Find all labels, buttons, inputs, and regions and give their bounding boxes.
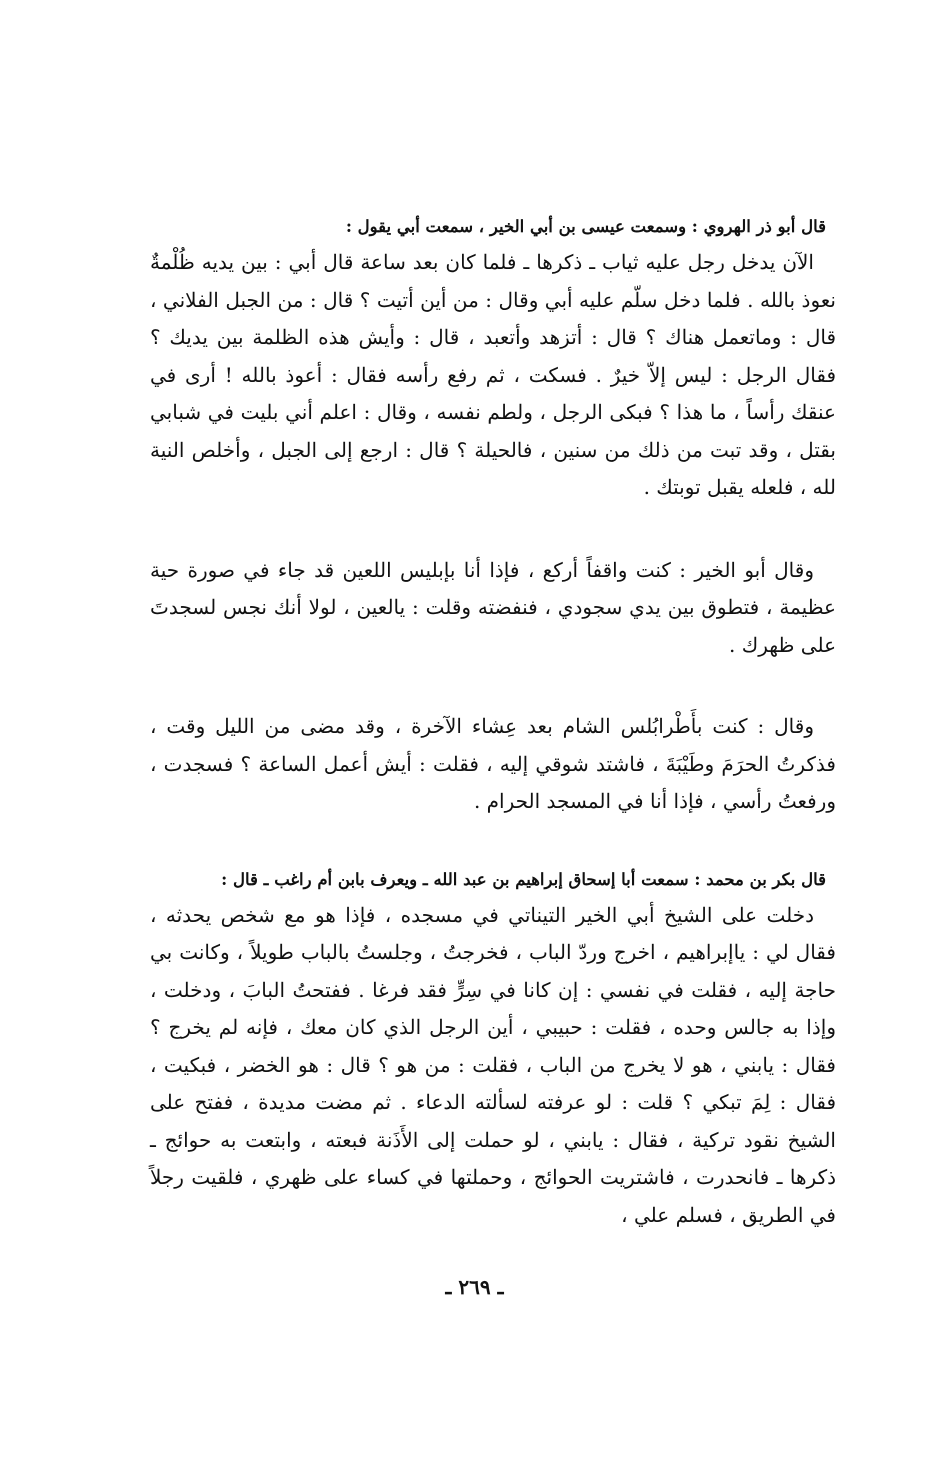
section-1-header: قال أبو ذر الهروي : وسمعت عيسى بن أبي الخير ، سمعت أبي يقول :: [345, 217, 826, 236]
section-2-paragraph: وقال أبو الخير : كنت واقفاً أركع ، فإذا أنا بإبليس اللعين قد جاء في صورة حية عظيمة ، فتطوق بين يدي سجودي ، فنفضته وقلت : يالعين ، لولا أنك نجس لسجدتَ على ظهرك .: [150, 557, 836, 657]
section-3-paragraph: وقال : كنت بأَطْرابُلس الشام بعد عِشاء الآخرة ، وقد مضى من الليل وقت ، فذكرتُ الحرَمَ وطَيْبَةَ ، فاشتد شوقي إليه ، فقلت : أيش أعمل الساعة ؟ فسجدت ، ورفعتُ رأسي ، فإذا أنا في المسجد الحرام .: [150, 714, 836, 813]
section-divider-space: [150, 507, 836, 552]
page-number: ـ ٢٦٩ ـ: [445, 1275, 504, 1299]
section-4-header: قال بكر بن محمد : سمعت أبا إسحاق إبراهيم بن عبد الله ـ ويعرف بابن أم راغب ـ قال :: [221, 869, 826, 889]
section-4-paragraph: دخلت على الشيخ أبي الخير التيناتي في مسجده ، فإذا هو مع شخص يحدثه ، فقال لي : ياإبراهيم ، اخرج وردّ الباب ، فخرجتُ ، وجلستُ بالباب طويلاً ، وكانت بي حاجة إليه ، فقلت في نفسي : إن كانا في سِرٍّ فقد فرغا . ففتحتُ البابَ ، ودخلت ، وإذا به جالس وحده ، فقلت : حبيبي ، أين الرجل الذي كان معك ، فإنه لم يخرج ؟ فقال : يابني ، هو لا يخرج من الباب ، فقلت : من هو ؟ قال : هو الخضر ، فبكيت ، فقال : لِمَ تبكي ؟ قلت : لو عرفته لسألته الدعاء . ثم مضت مديدة ، ففتح على الشيخ نقود تركية ، فقال : يابني ، لو حملت إلى الأَذَنة فبعته ، وابتعت به حوائج ـ ذكرها ـ فانحدرت ، فاشتريت الحوائج ، وحملتها في كساء على ظهري ، فلقيت رجلاً في الطريق ، فسلم علي ،: [150, 902, 836, 1227]
section-divider-space: [150, 821, 836, 867]
section-1-paragraph: الآن يدخل رجل عليه ثياب ـ ذكرها ـ فلما كان بعد ساعة قال أبي : بين يديه ظُلْمةٌ نعوذ بالله . فلما دخل سلّم عليه أبي وقال : من أين أتيت ؟ قال : من الجبل الفلاني ، قال : وماتعمل هناك ؟ قال : أتزهد وأتعبد ، قال : وأيش هذه الظلمة بين يديك ؟ فقال الرجل : ليس إلاّ خيرٌ . فسكت ، ثم رفع رأسه فقال : أعوذ بالله ! أرى في عنقك رأساً ، ما هذا ؟ فبكى الرجل ، ولطم نفسه ، وقال : اعلم أني بليت في شبابي بقتل ، وقد تبت من ذلك من سنين ، فالحيلة ؟ قال : ارجع إلى الجبل ، وأخلص النية لله ، فلعله يقبل توبتك .: [150, 250, 836, 499]
page-content: [150, 214, 836, 1234]
section-divider-space: [150, 664, 836, 708]
